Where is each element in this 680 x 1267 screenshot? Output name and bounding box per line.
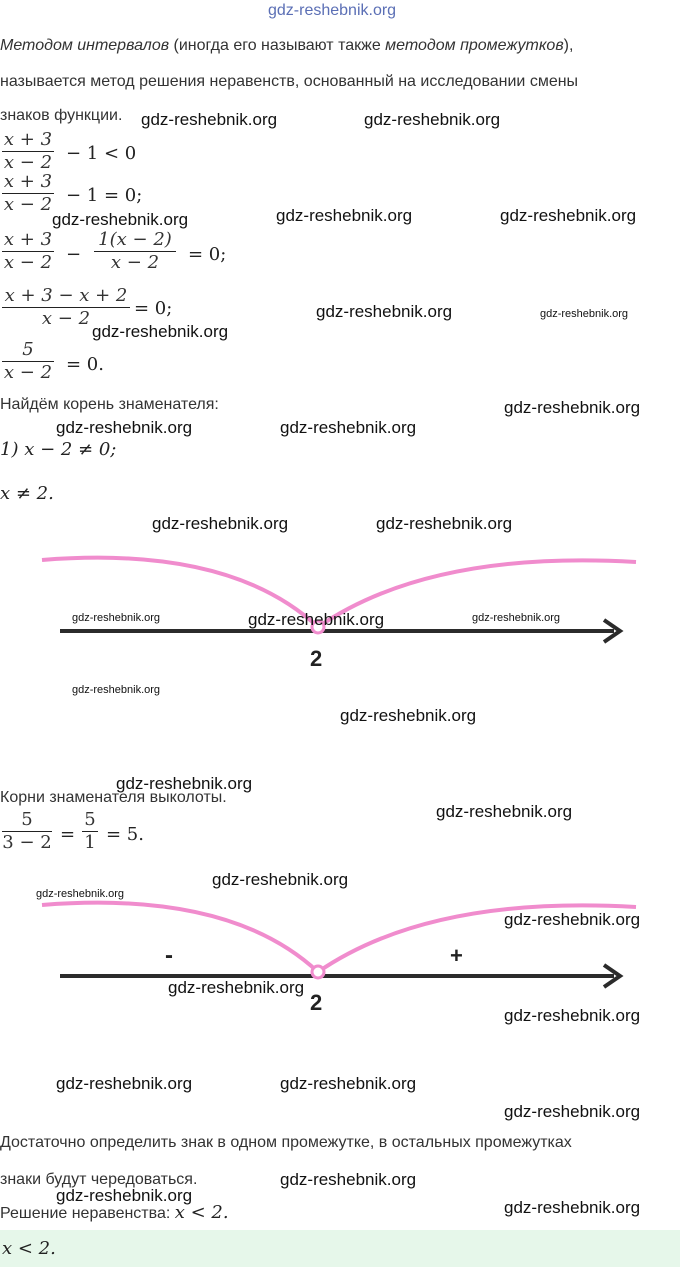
step3-denominator-2: x − 2 (110, 252, 160, 273)
watermark: gdz-reshebnik.org (540, 308, 629, 320)
answer-box (0, 1230, 680, 1267)
check-rest: = 5. (106, 824, 144, 845)
step1-fraction (2, 130, 54, 173)
step1-rest: − 1 < 0 (66, 143, 137, 164)
term-segment-method: методом промежутков (385, 37, 564, 54)
watermark: gdz-reshebnik.org (316, 302, 453, 321)
watermark: gdz-reshebnik.org (72, 684, 161, 696)
watermark: gdz-reshebnik.org (280, 1074, 417, 1093)
step5-denominator: x − 2 (3, 362, 53, 383)
step3-numerator-2: 1(x − 2) (98, 229, 172, 250)
plus-sign: + (450, 943, 463, 968)
intro-text-2: ), (563, 37, 574, 54)
step3-denominator-1: x − 2 (3, 252, 53, 273)
condition-1: 1) x − 2 ≠ 0; (0, 439, 117, 460)
watermark: gdz-reshebnik.org (504, 1006, 641, 1025)
watermark: gdz-reshebnik.org (36, 888, 125, 900)
watermark: gdz-reshebnik.org (376, 514, 513, 533)
point-label: 2 (310, 990, 323, 1015)
condition-2: x ≠ 2. (0, 483, 54, 504)
check-equals: = (60, 824, 76, 845)
watermark: gdz-reshebnik.org (52, 210, 189, 229)
step4-numerator: x + 3 − x + 2 (4, 285, 128, 306)
step3-fraction-2 (94, 230, 176, 273)
watermark: gdz-reshebnik.org (340, 706, 477, 725)
solution-label: Решение неравенства: (0, 1205, 171, 1222)
step3-minus: − (66, 244, 82, 265)
watermark: gdz-reshebnik.org (280, 418, 417, 437)
step2-numerator: x + 3 (3, 171, 53, 192)
check-fraction-2 (82, 810, 98, 853)
watermark: gdz-reshebnik.org (472, 612, 561, 624)
denominator-root-text: Найдём корень знаменателя: (0, 396, 219, 413)
step5-numerator: 5 (22, 339, 34, 360)
step1-numerator: x + 3 (3, 129, 53, 150)
watermark: gdz-reshebnik.org (280, 1170, 417, 1189)
step3-rest: = 0; (188, 244, 227, 265)
header-watermark: gdz-reshebnik.org (268, 2, 397, 19)
watermark: gdz-reshebnik.org (56, 418, 193, 437)
minus-sign: - (165, 942, 173, 969)
watermark: gdz-reshebnik.org (504, 398, 641, 417)
step2-fraction (2, 172, 54, 215)
watermark: gdz-reshebnik.org (504, 910, 641, 929)
watermark: gdz-reshebnik.org (276, 206, 413, 225)
point-label: 2 (310, 646, 323, 671)
arc-left (42, 903, 318, 972)
answer-value: x < 2. (2, 1238, 56, 1259)
watermark: gdz-reshebnik.org (56, 1074, 193, 1093)
watermark: gdz-reshebnik.org (248, 610, 385, 629)
step4-denominator: x − 2 (41, 308, 91, 329)
watermark: gdz-reshebnik.org (168, 978, 305, 997)
watermark: gdz-reshebnik.org (212, 870, 349, 889)
solution-value: x < 2. (174, 1202, 229, 1223)
watermark: gdz-reshebnik.org (500, 206, 637, 225)
punctured-text: Корни знаменателя выколоты. (0, 789, 227, 806)
alternation-line-1: Достаточно определить знак в одном промежутке, в остальных промежутках (0, 1134, 572, 1151)
watermark: gdz-reshebnik.org (152, 514, 289, 533)
check-fraction-1 (2, 810, 52, 853)
step5-fraction (2, 340, 54, 383)
check-numerator-1: 5 (21, 809, 33, 830)
watermark: gdz-reshebnik.org (141, 110, 278, 129)
alternation-line-2: знаки будут чередоваться. (0, 1171, 198, 1188)
watermark: gdz-reshebnik.org (436, 802, 573, 821)
intro-text-1: (иногда его называют также (169, 37, 386, 54)
watermark: gdz-reshebnik.org (116, 774, 253, 793)
solution-line (0, 1203, 229, 1224)
watermark: gdz-reshebnik.org (364, 110, 501, 129)
step3-numerator-1: x + 3 (3, 229, 53, 250)
step5-rest: = 0. (66, 354, 104, 375)
step2-denominator: x − 2 (3, 194, 53, 215)
punctured-point (312, 966, 324, 978)
check-denominator-1: 3 − 2 (2, 832, 52, 853)
watermark: gdz-reshebnik.org (504, 1102, 641, 1121)
watermark: gdz-reshebnik.org (92, 322, 229, 341)
term-interval-method: Методом интервалов (0, 37, 170, 54)
check-numerator-2: 5 (84, 809, 96, 830)
watermark: gdz-reshebnik.org (72, 612, 161, 624)
step4-rest: = 0; (134, 298, 173, 319)
step2-rest: − 1 = 0; (66, 185, 143, 206)
intro-line-2: называется метод решения неравенств, основанный на исследовании смены (0, 73, 579, 90)
watermark: gdz-reshebnik.org (504, 1198, 641, 1217)
intro-line-1 (0, 36, 573, 56)
number-line-diagram-2 (0, 885, 680, 1025)
watermark: gdz-reshebnik.org (56, 1186, 193, 1205)
step3-fraction-1 (2, 230, 54, 273)
check-denominator-2: 1 (84, 832, 96, 853)
step1-denominator: x − 2 (3, 152, 53, 173)
intro-line-3: знаков функции. (0, 107, 123, 124)
